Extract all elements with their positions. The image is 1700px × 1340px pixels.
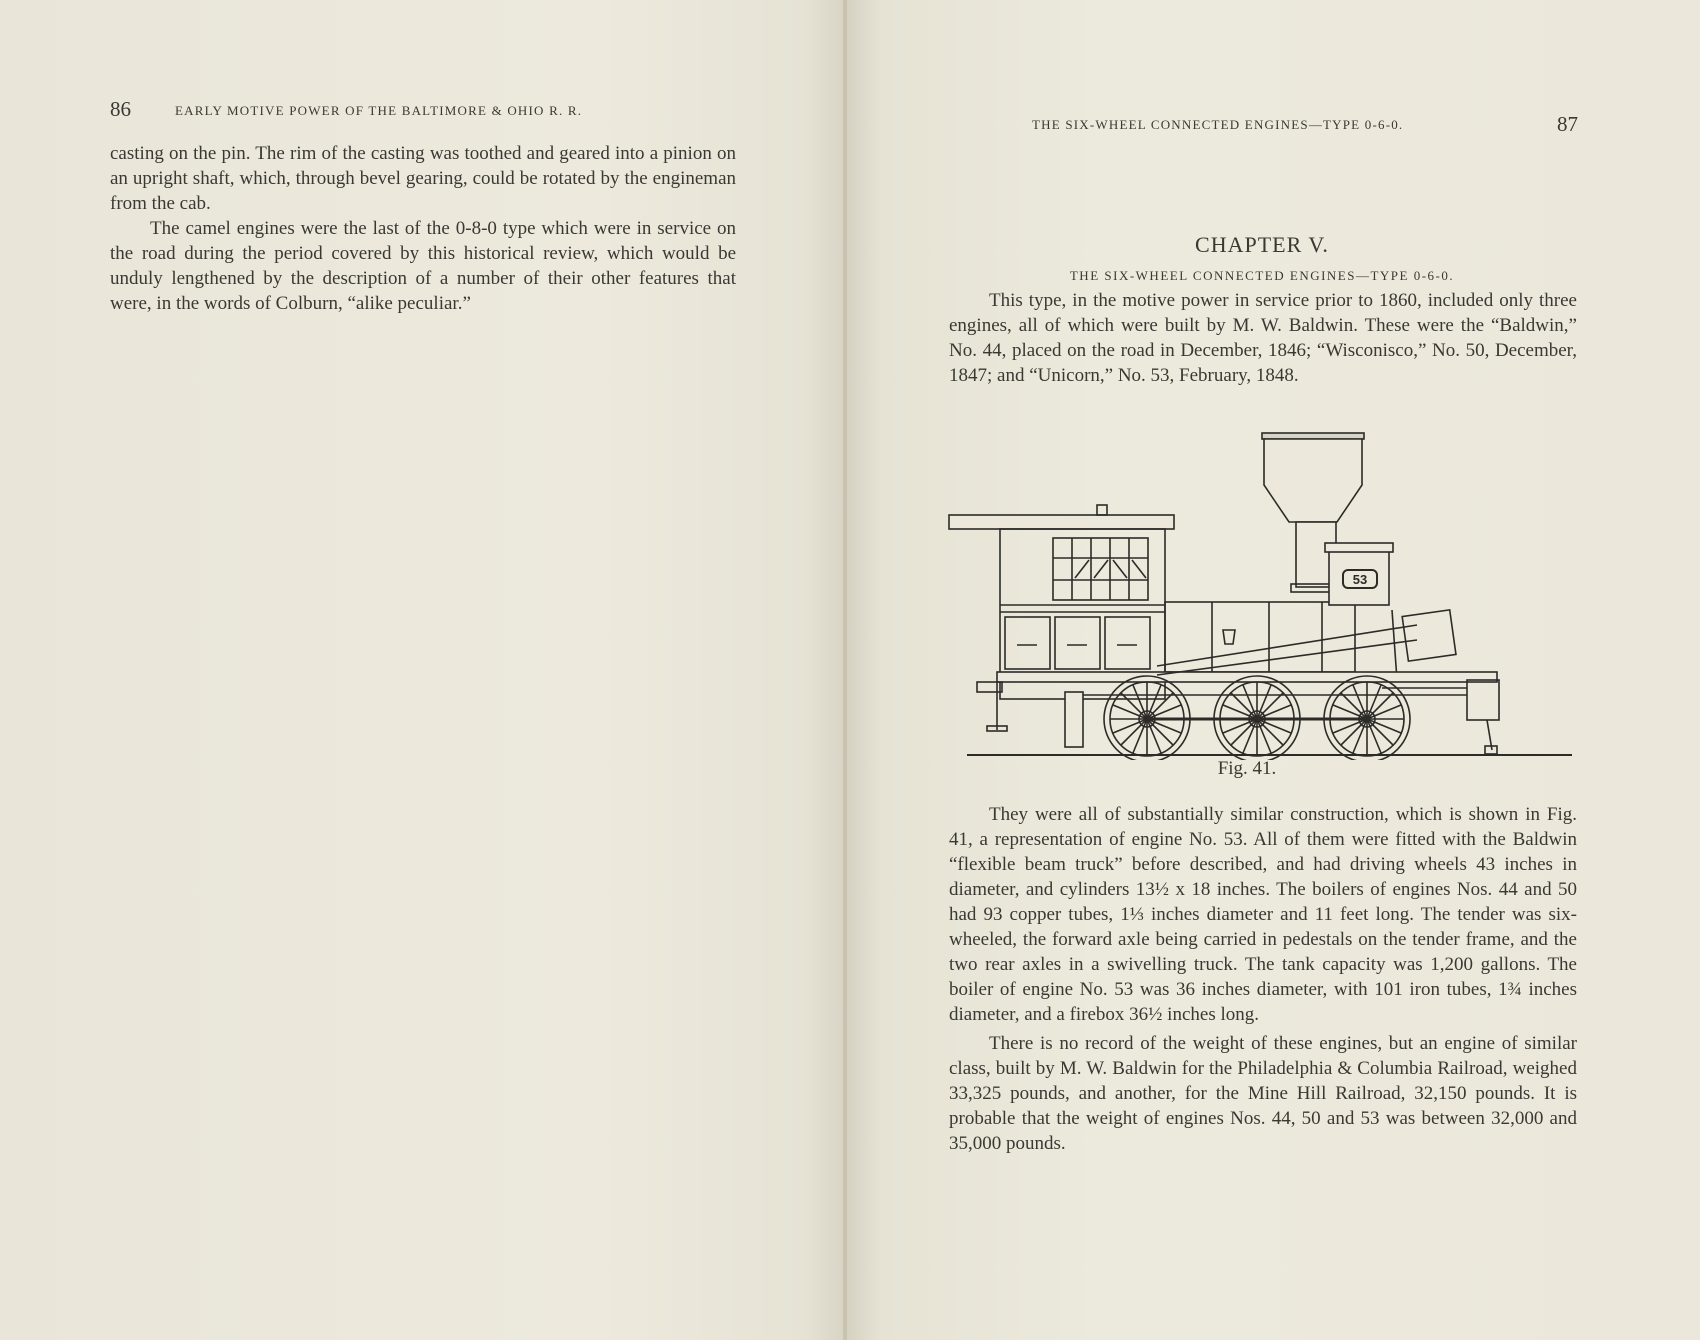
figure-caption: Fig. 41. [1217, 758, 1277, 779]
chapter-title: CHAPTER V. [1195, 232, 1329, 257]
locomotive-figure [947, 430, 1587, 760]
right-paragraph-2: There is no record of the weight of these engines, but an engine of similar class, built by M. W. Baldwin for the Philadelphia & Columbia Railroad, weighed 33,325 pounds, and another, for the Mine Hill Railroad, 32,150 pounds. It is probable that the weight of engines Nos. 44, 50 and 53 was between 32,000 and 35,000 pounds. [949, 1033, 1577, 1154]
right-running-head: THE SIX-WHEEL CONNECTED ENGINES—TYPE 0-6-0. [1032, 117, 1404, 132]
chapter-subtitle: THE SIX-WHEEL CONNECTED ENGINES—TYPE 0-6-0. [1069, 268, 1455, 283]
right-page-number: 87 [1557, 112, 1578, 136]
left-page-number: 86 [110, 97, 131, 121]
left-paragraph-1: casting on the pin. The rim of the casting was toothed and geared into a pinion on an upright shaft, which, through bevel gearing, could be rotated by the engineman from the cab. [110, 143, 736, 214]
number-plate-text: 53 [1352, 572, 1368, 587]
right-paragraph-1: They were all of substantially similar construction, which is shown in Fig. 41, a representation of engine No. 53. All of them were fitted with the Baldwin “flexible beam truck” before described, and had driving wheels 43 inches in diameter, and cylinders 13½ x 18 inches. The boilers of engines Nos. 44 and 50 had 93 copper tubes, 1⅓ inches diameter and 11 feet long. The tender was six-wheeled, the forward axle being carried in pedestals on the tender frame, and the two rear axles in a swivelling truck. The tank capacity was 1,200 gallons. The boiler of engine No. 53 was 36 inches diameter, with 101 iron tubes, 1¾ inches diameter, and a firebox 36½ inches long. [949, 804, 1577, 1025]
right-body-text [949, 802, 1577, 1156]
right-page [847, 0, 1700, 1340]
intro-text [949, 288, 1577, 388]
left-running-head: EARLY MOTIVE POWER OF THE BALTIMORE & OHIO R. R. [175, 103, 583, 118]
left-body-text [110, 141, 736, 316]
intro-paragraph: This type, in the motive power in service prior to 1860, included only three engines, all of which were built by M. W. Baldwin. These were the “Baldwin,” No. 44, placed on the road in December, 1846; “Wisconisco,” No. 50, December, 1847; and “Unicorn,” No. 53, February, 1848. [949, 290, 1577, 386]
left-page [0, 0, 845, 1340]
left-paragraph-2: The camel engines were the last of the 0-8-0 type which were in service on the road during the period covered by this historical review, which would be unduly lengthened by the description of a number of their other features that were, in the words of Colburn, “alike peculiar.” [110, 218, 736, 314]
locomotive-drawing [947, 430, 1587, 760]
